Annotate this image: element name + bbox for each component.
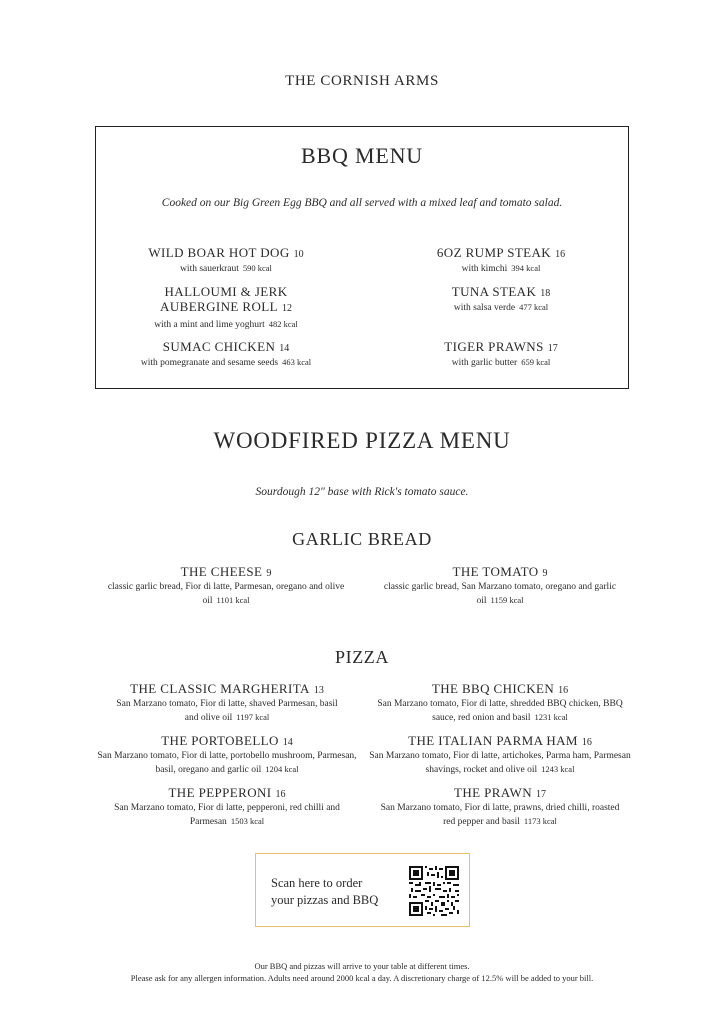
bbq-item — [116, 245, 336, 276]
item-kcal: 659 kcal — [521, 357, 551, 367]
item-name: THE CHEESE — [180, 564, 263, 579]
bbq-item — [396, 284, 606, 315]
item-price: 17 — [536, 789, 547, 800]
item-kcal: 1503 kcal — [230, 816, 265, 826]
item-price: 14 — [279, 343, 290, 354]
item-name: THE TOMATO — [452, 564, 539, 579]
item-price: 13 — [313, 685, 324, 696]
item-price: 18 — [540, 288, 551, 299]
item-description: with salsa verde — [453, 303, 516, 313]
item-description: San Marzano tomato, Fior di latte, prawns, dried chilli, roasted red pepper and basil — [380, 803, 620, 827]
item-price: 9 — [266, 568, 272, 579]
item-description: classic garlic bread, San Marzano tomato, oregano and garlic oil — [383, 582, 617, 606]
footer-note — [0, 960, 724, 984]
garlic-bread-item — [376, 564, 624, 608]
item-description: San Marzano tomato, Fior di latte, portobello mushroom, Parmesan, basil, oregano and garlic oil — [97, 751, 357, 775]
item-price: 16 — [555, 249, 566, 260]
item-name: THE PORTOBELLO — [161, 733, 279, 748]
qr-line-1: Scan here to order — [271, 876, 363, 890]
bbq-item — [396, 339, 606, 370]
item-name: SUMAC CHICKEN — [162, 339, 276, 354]
item-name: WILD BOAR HOT DOG — [148, 245, 290, 260]
item-kcal: 1197 kcal — [236, 712, 270, 722]
item-description: with kimchi — [461, 264, 508, 274]
pizza-heading: PIZZA — [335, 647, 389, 667]
item-description: San Marzano tomato, Fior di latte, pepperoni, red chilli and Parmesan — [114, 803, 340, 827]
qr-text — [271, 875, 378, 909]
item-description: San Marzano tomato, Fior di latte, shredded BBQ chicken, BBQ sauce, red onion and basil — [377, 699, 623, 723]
pizza-item — [366, 733, 634, 777]
item-kcal: 1173 kcal — [523, 816, 557, 826]
item-price: 17 — [547, 343, 558, 354]
item-name: HALLOUMI & JERK AUBERGINE ROLL — [160, 284, 288, 314]
bbq-item — [396, 245, 606, 276]
garlic-bread-heading: GARLIC BREAD — [292, 529, 432, 549]
item-kcal: 1243 kcal — [541, 764, 575, 774]
footer-line-2: Please ask for any allergen information. Adults need around 2000 kcal a day. A discretionary charge of 12.5% will be added to your bill. — [130, 973, 594, 983]
item-price: 16 — [275, 789, 286, 800]
item-name: 6OZ RUMP STEAK — [436, 245, 552, 260]
item-name: THE ITALIAN PARMA HAM — [408, 733, 578, 748]
item-name: TUNA STEAK — [451, 284, 537, 299]
item-kcal: 394 kcal — [511, 263, 541, 273]
item-price: 12 — [281, 303, 292, 314]
garlic-bread-item — [100, 564, 352, 608]
item-price: 14 — [282, 737, 293, 748]
item-kcal: 1101 kcal — [216, 595, 250, 605]
item-description: San Marzano tomato, Fior di latte, shaved Parmesan, basil and olive oil — [116, 699, 338, 723]
item-name: THE CLASSIC MARGHERITA — [130, 681, 310, 696]
item-name: THE PEPPERONI — [168, 785, 272, 800]
bbq-menu-subtitle: Cooked on our Big Green Egg BBQ and all served with a mixed leaf and tomato salad. — [161, 197, 563, 209]
item-description: with a mint and lime yoghurt — [154, 320, 265, 330]
item-name: THE PRAWN — [453, 785, 533, 800]
item-name: TIGER PRAWNS — [444, 339, 544, 354]
item-price: 10 — [293, 249, 304, 260]
item-price: 16 — [558, 685, 569, 696]
item-kcal: 477 kcal — [519, 302, 549, 312]
item-description: with pomegranate and sesame seeds — [140, 358, 279, 368]
item-name: THE BBQ CHICKEN — [431, 681, 555, 696]
item-price: 16 — [581, 737, 592, 748]
item-kcal: 482 kcal — [268, 319, 298, 329]
item-description: with garlic butter — [451, 358, 518, 368]
venue-name: THE CORNISH ARMS — [285, 73, 439, 89]
bbq-item — [116, 284, 336, 332]
item-kcal: 590 kcal — [242, 263, 272, 273]
item-kcal: 1204 kcal — [265, 764, 299, 774]
pizza-menu-title: WOODFIRED PIZZA MENU — [213, 428, 511, 453]
qr-code-icon[interactable] — [408, 866, 460, 916]
item-description: classic garlic bread, Fior di latte, Parmesan, oregano and olive oil — [107, 582, 345, 606]
item-kcal: 1159 kcal — [490, 595, 524, 605]
pizza-item — [96, 681, 358, 725]
pizza-item — [366, 681, 634, 725]
qr-line-2: your pizzas and BBQ — [271, 893, 379, 907]
item-kcal: 463 kcal — [282, 357, 312, 367]
bbq-menu-title: BBQ MENU — [301, 143, 423, 168]
footer-line-1: Our BBQ and pizzas will arrive to your table at different times. — [254, 961, 470, 971]
item-description: with sauerkraut — [180, 264, 239, 274]
item-kcal: 1231 kcal — [534, 712, 568, 722]
bbq-menu-box — [95, 126, 629, 389]
pizza-item — [366, 785, 634, 829]
pizza-item — [96, 785, 358, 829]
pizza-item — [96, 733, 358, 777]
pizza-menu-subtitle: Sourdough 12" base with Rick's tomato sauce. — [255, 486, 469, 498]
item-price: 9 — [542, 568, 548, 579]
item-description: San Marzano tomato, Fior di latte, artichokes, Parma ham, Parmesan shavings, rocket and olive oil — [369, 751, 631, 775]
qr-order-box[interactable] — [255, 853, 470, 927]
bbq-item — [116, 339, 336, 370]
